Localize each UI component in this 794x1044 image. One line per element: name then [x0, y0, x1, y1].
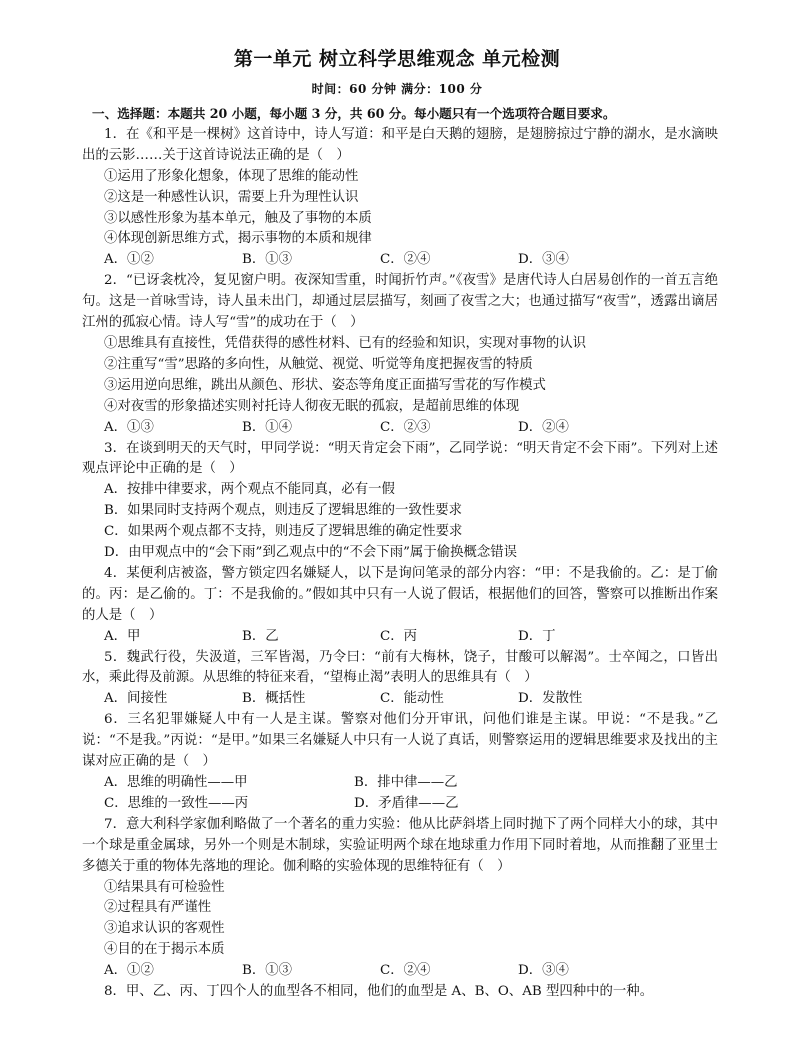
question-1-stem: 1．在《和平是一棵树》这首诗中，诗人写道：和平是白天鹅的翅膀，是翅膀掠过宁静的湖水，是水滴映出的云影……关于这首诗说法正确的是（ ）	[82, 126, 718, 163]
question-7-item: ②过程具有严谨性	[104, 900, 212, 916]
question-2-stem: 2．“已讶衾枕冷，复见窗户明。夜深知雪重，时闻折竹声。”《夜雪》是唐代诗人白居易创作的一首五言绝句。这是一首咏雪诗，诗人虽未出门，却通过层层描写，刻画了夜雪之大；也通过描写“夜雪”，透露出谪居江州的孤寂心情。诗人写“雪”的成功在于（ ）	[82, 273, 718, 331]
option-a[interactable]: A．思维的明确性——甲	[104, 775, 248, 790]
question-6-options-row2	[82, 794, 718, 815]
option-c[interactable]: C．思维的一致性——丙	[104, 795, 249, 811]
question-content	[82, 104, 718, 1003]
option-d[interactable]: D．由甲观点中的“会下雨”到乙观点中的“不会下雨”属于偷换概念错误	[104, 545, 518, 561]
option-a[interactable]: A．按排中律要求，两个观点不能同真，必有一假	[104, 482, 395, 498]
option-a[interactable]: A．①②	[104, 252, 154, 268]
question-7-options	[82, 961, 718, 982]
option-b[interactable]: B．①③	[242, 963, 293, 979]
question-7-item: ③追求认识的客观性	[104, 921, 225, 937]
option-d[interactable]: D．丁	[518, 628, 556, 644]
option-d[interactable]: D．②④	[518, 419, 569, 435]
question-1-item: ④体现创新思维方式，揭示事物的本质和规律	[104, 231, 372, 247]
question-2-item: ②注重写“雪”思路的多向性，从触觉、视觉、听觉等角度把握夜雪的特质	[104, 356, 533, 372]
question-2-item: ④对夜雪的形象描述实则衬托诗人彻夜无眠的孤寂，是超前思维的体现	[104, 398, 520, 414]
exam-time-score: 时间：60 分钟 满分：100 分	[311, 82, 483, 96]
option-a[interactable]: A．甲	[104, 628, 141, 644]
question-8-stem: 8．甲、乙、丙、丁四个人的血型各不相同，他们的血型是 A、B、O、AB 型四种中的一种。	[104, 984, 654, 1000]
option-b[interactable]: B．概括性	[242, 691, 306, 707]
option-a[interactable]: A．①②	[104, 963, 154, 979]
option-b[interactable]: B．①③	[242, 252, 293, 268]
option-a[interactable]: A．①③	[104, 419, 154, 435]
option-b[interactable]: B．①④	[242, 419, 293, 435]
question-2-options	[82, 418, 718, 439]
question-1-options	[82, 250, 718, 271]
question-1-item: ①运用了形象化想象，体现了思维的能动性	[104, 168, 359, 184]
question-6-stem: 6．三名犯罪嫌疑人中有一人是主谋。警察对他们分开审讯，问他们谁是主谋。甲说：“不是我。”乙说：“不是我。”丙说：“是甲。”如果三名嫌疑人中只有一人说了真话，则警察运用的逻辑思维要求及找出的主谋对应正确的是（ ）	[82, 712, 718, 770]
question-4-stem: 4．某便利店被盗，警方锁定四名嫌疑人，以下是询问笔录的部分内容：“甲：不是我偷的。乙：是丁偷的。丙：是乙偷的。丁：不是我偷的。”假如其中只有一人说了假话，根据他们的回答，警察可以推断出作案的人是（ ）	[82, 565, 718, 623]
option-a[interactable]: A．间接性	[104, 691, 168, 707]
question-2-item: ③运用逆向思维，跳出从颜色、形状、姿态等角度正面描写雪花的写作模式	[104, 377, 546, 393]
option-d[interactable]: D．矛盾律——乙	[354, 795, 459, 811]
question-7-item: ④目的在于揭示本质	[104, 942, 225, 958]
option-d[interactable]: D．③④	[518, 252, 569, 268]
option-c[interactable]: C．能动性	[380, 691, 444, 707]
option-d[interactable]: D．发散性	[518, 691, 583, 707]
question-1-item: ②这是一种感性认识，需要上升为理性认识	[104, 189, 359, 205]
question-7-stem: 7．意大利科学家伽利略做了一个著名的重力实验：他从比萨斜塔上同时抛下了两个同样大小的球，其中一个球是重金属球，另外一个则是木制球，实验证明两个球在地球重力作用下同时着地，从而推翻了亚里士多德关于重的物体先落地的理论。伽利略的实验体现的思维特征有（ ）	[82, 816, 718, 874]
question-5-stem: 5．魏武行役，失汲道，三军皆渴，乃令曰：“前有大梅林，饶子，甘酸可以解渴”。士卒闻之，口皆出水，乘此得及前源。从思维的特征来看，“望梅止渴”表明人的思维具有（ ）	[82, 649, 718, 686]
question-1-item: ③以感性形象为基本单元，触及了事物的本质	[104, 210, 372, 226]
option-b[interactable]: B．排中律——乙	[354, 775, 458, 790]
question-4-options	[82, 627, 718, 648]
option-d[interactable]: D．③④	[518, 963, 569, 979]
option-c[interactable]: C．如果两个观点都不支持，则违反了逻辑思维的确定性要求	[104, 524, 463, 540]
question-6-options-row1	[82, 773, 718, 794]
option-c[interactable]: C．②④	[380, 963, 431, 979]
question-5-options	[82, 689, 718, 710]
option-c[interactable]: C．②④	[380, 252, 431, 268]
page-title: 第一单元 树立科学思维观念 单元检测	[233, 48, 561, 70]
question-3-stem: 3．在谈到明天的天气时，甲同学说：“明天肯定会下雨”，乙同学说：“明天肯定不会下雨”。下列对上述观点评论中正确的是（ ）	[82, 440, 718, 477]
option-c[interactable]: C．②③	[380, 419, 431, 435]
option-c[interactable]: C．丙	[380, 628, 418, 644]
option-b[interactable]: B．乙	[242, 628, 279, 644]
option-b[interactable]: B．如果同时支持两个观点，则违反了逻辑思维的一致性要求	[104, 503, 462, 519]
question-2-item: ①思维具有直接性，凭借获得的感性材料、已有的经验和知识，实现对事物的认识	[104, 335, 587, 351]
question-7-item: ①结果具有可检验性	[104, 879, 225, 895]
section-heading: 一、选择题：本题共 20 小题，每小题 3 分，共 60 分。每小题只有一个选项符合题目要求。	[92, 106, 616, 121]
